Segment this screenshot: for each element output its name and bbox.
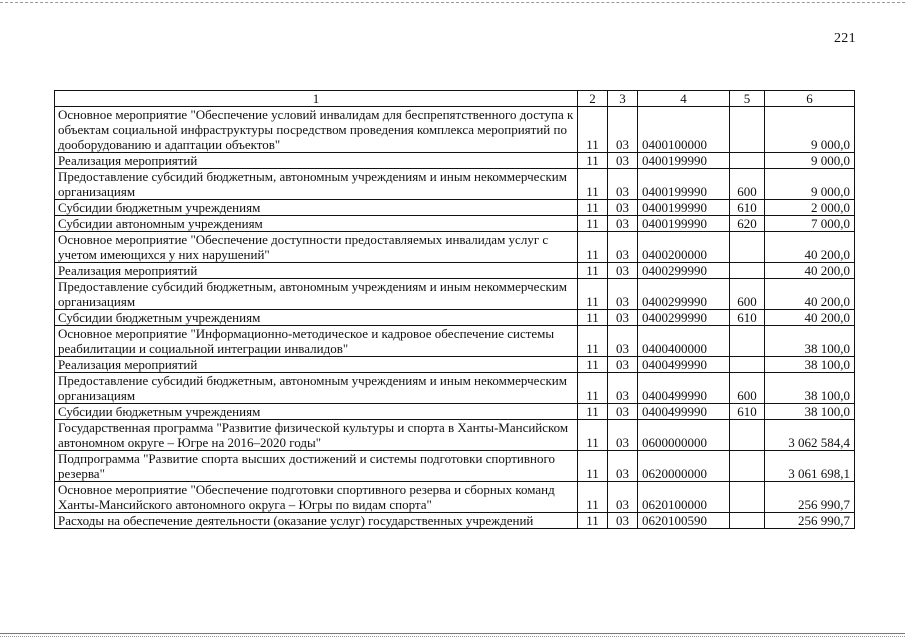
expense-type-cell: 600 [730,373,765,404]
amount-cell: 40 200,0 [765,279,855,310]
amount-cell: 38 100,0 [765,357,855,373]
subsection-code-cell: 03 [608,357,638,373]
subsection-code-cell: 03 [608,326,638,357]
row-name-cell: Основное мероприятие "Информационно-методическое и кадровое обеспечение системы реабилитации и социальной интеграции инвалидов" [55,326,578,357]
expense-type-cell [730,513,765,529]
column-header: 1 [55,91,578,107]
expense-type-cell [730,451,765,482]
subsection-code-cell: 03 [608,216,638,232]
expense-type-cell [730,263,765,279]
table-row [55,153,855,169]
section-code-cell: 11 [578,404,608,420]
subsection-code-cell: 03 [608,310,638,326]
amount-cell: 7 000,0 [765,216,855,232]
row-name-cell: Подпрограмма "Развитие спорта высших достижений и системы подготовки спортивного резерва" [55,451,578,482]
target-article-cell: 0400100000 [638,107,730,153]
amount-cell: 3 061 698,1 [765,451,855,482]
table-row [55,326,855,357]
top-scan-edge [0,2,905,3]
row-name-cell: Субсидии бюджетным учреждениям [55,404,578,420]
target-article-cell: 0400499990 [638,404,730,420]
table-row [55,373,855,404]
subsection-code-cell: 03 [608,107,638,153]
section-code-cell: 11 [578,326,608,357]
column-header: 3 [608,91,638,107]
target-article-cell: 0400199990 [638,169,730,200]
target-article-cell: 0400299990 [638,263,730,279]
expense-type-cell [730,482,765,513]
table-row [55,279,855,310]
amount-cell: 3 062 584,4 [765,420,855,451]
target-article-cell: 0400199990 [638,153,730,169]
row-name-cell: Основное мероприятие "Обеспечение условий инвалидам для беспрепятственного доступа к объектам социальной инфраструктуры посредством проведения комплекса мероприятий по дооборудованию и адаптации объектов" [55,107,578,153]
table-row [55,357,855,373]
column-header: 4 [638,91,730,107]
section-code-cell: 11 [578,357,608,373]
expense-type-cell [730,326,765,357]
row-name-cell: Реализация мероприятий [55,263,578,279]
expense-type-cell [730,232,765,263]
bottom-scan-edge [0,633,905,634]
column-header: 5 [730,91,765,107]
table-row [55,232,855,263]
amount-cell: 38 100,0 [765,373,855,404]
row-name-cell: Предоставление субсидий бюджетным, автономным учреждениям и иным некоммерческим организациям [55,169,578,200]
row-name-cell: Предоставление субсидий бюджетным, автономным учреждениям и иным некоммерческим организациям [55,279,578,310]
subsection-code-cell: 03 [608,279,638,310]
amount-cell: 256 990,7 [765,513,855,529]
target-article-cell: 0400200000 [638,232,730,263]
subsection-code-cell: 03 [608,169,638,200]
subsection-code-cell: 03 [608,373,638,404]
expense-type-cell: 610 [730,310,765,326]
target-article-cell: 0620100000 [638,482,730,513]
amount-cell: 40 200,0 [765,232,855,263]
table-row [55,513,855,529]
row-name-cell: Государственная программа "Развитие физической культуры и спорта в Ханты-Мансийском автономном округе – Югре на 2016–2020 годы" [55,420,578,451]
table-row [55,482,855,513]
subsection-code-cell: 03 [608,200,638,216]
subsection-code-cell: 03 [608,482,638,513]
row-name-cell: Основное мероприятие "Обеспечение подготовки спортивного резерва и сборных команд Ханты-Мансийского автономного округа – Югры по видам спорта" [55,482,578,513]
section-code-cell: 11 [578,232,608,263]
expense-type-cell: 620 [730,216,765,232]
amount-cell: 40 200,0 [765,310,855,326]
expense-type-cell: 600 [730,279,765,310]
table-row [55,107,855,153]
subsection-code-cell: 03 [608,153,638,169]
row-name-cell: Расходы на обеспечение деятельности (оказание услуг) государственных учреждений [55,513,578,529]
target-article-cell: 0400299990 [638,310,730,326]
section-code-cell: 11 [578,279,608,310]
subsection-code-cell: 03 [608,513,638,529]
section-code-cell: 11 [578,310,608,326]
section-code-cell: 11 [578,373,608,404]
target-article-cell: 0400499990 [638,373,730,404]
target-article-cell: 0400499990 [638,357,730,373]
section-code-cell: 11 [578,482,608,513]
subsection-code-cell: 03 [608,404,638,420]
subsection-code-cell: 03 [608,451,638,482]
table-row [55,310,855,326]
target-article-cell: 0600000000 [638,420,730,451]
budget-table [54,90,855,529]
table-row [55,451,855,482]
table-row [55,263,855,279]
expense-type-cell [730,107,765,153]
amount-cell: 9 000,0 [765,153,855,169]
section-code-cell: 11 [578,513,608,529]
row-name-cell: Реализация мероприятий [55,357,578,373]
target-article-cell: 0620000000 [638,451,730,482]
target-article-cell: 0400400000 [638,326,730,357]
expense-type-cell: 610 [730,404,765,420]
table-row [55,216,855,232]
table-header-row [55,91,855,107]
amount-cell: 38 100,0 [765,404,855,420]
table-row [55,169,855,200]
page-number: 221 [834,31,856,46]
target-article-cell: 0620100590 [638,513,730,529]
row-name-cell: Реализация мероприятий [55,153,578,169]
section-code-cell: 11 [578,153,608,169]
amount-cell: 38 100,0 [765,326,855,357]
row-name-cell: Основное мероприятие "Обеспечение доступности предоставляемых инвалидам услуг с учетом имеющихся у них нарушений" [55,232,578,263]
row-name-cell: Субсидии бюджетным учреждениям [55,200,578,216]
row-name-cell: Предоставление субсидий бюджетным, автономным учреждениям и иным некоммерческим организациям [55,373,578,404]
row-name-cell: Субсидии бюджетным учреждениям [55,310,578,326]
table-row [55,200,855,216]
section-code-cell: 11 [578,169,608,200]
target-article-cell: 0400199990 [638,216,730,232]
expense-type-cell: 600 [730,169,765,200]
target-article-cell: 0400299990 [638,279,730,310]
expense-type-cell [730,357,765,373]
section-code-cell: 11 [578,200,608,216]
column-header: 6 [765,91,855,107]
amount-cell: 9 000,0 [765,107,855,153]
section-code-cell: 11 [578,451,608,482]
target-article-cell: 0400199990 [638,200,730,216]
amount-cell: 40 200,0 [765,263,855,279]
section-code-cell: 11 [578,420,608,451]
subsection-code-cell: 03 [608,263,638,279]
row-name-cell: Субсидии автономным учреждениям [55,216,578,232]
expense-type-cell: 610 [730,200,765,216]
expense-type-cell [730,153,765,169]
amount-cell: 2 000,0 [765,200,855,216]
amount-cell: 9 000,0 [765,169,855,200]
amount-cell: 256 990,7 [765,482,855,513]
section-code-cell: 11 [578,216,608,232]
subsection-code-cell: 03 [608,420,638,451]
column-header: 2 [578,91,608,107]
table-row [55,404,855,420]
table-row [55,420,855,451]
section-code-cell: 11 [578,263,608,279]
subsection-code-cell: 03 [608,232,638,263]
expense-type-cell [730,420,765,451]
bottom-scan-edge-secondary [0,636,905,637]
section-code-cell: 11 [578,107,608,153]
